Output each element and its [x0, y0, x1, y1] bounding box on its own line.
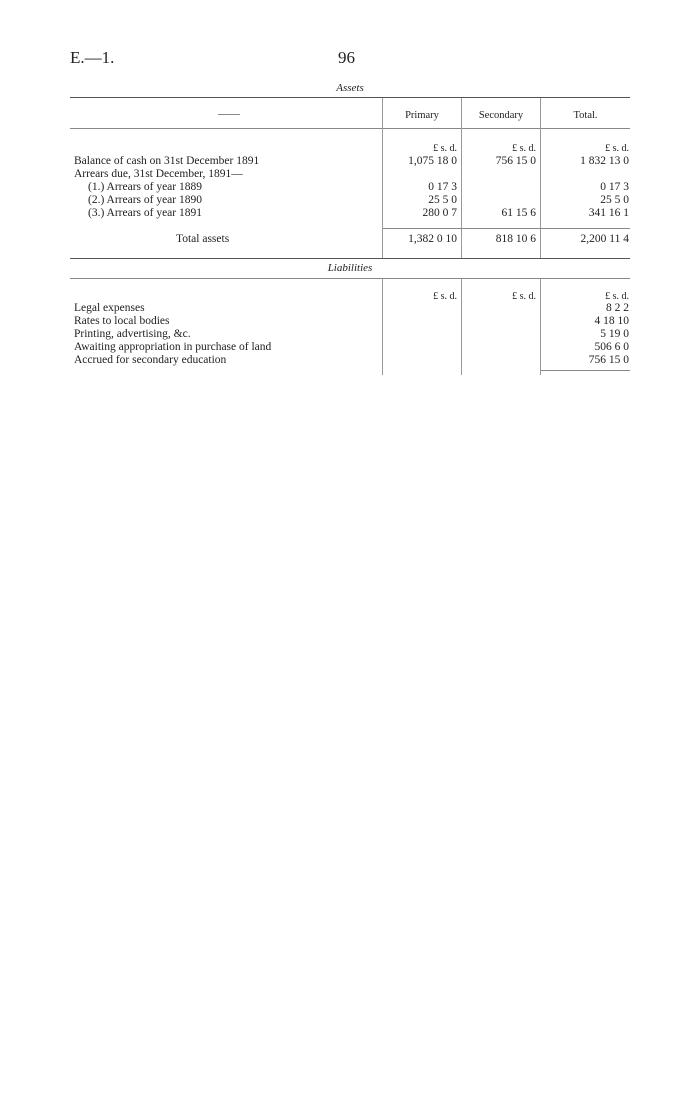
cell-total: 756 15 0: [588, 354, 629, 366]
assets-caption: Assets: [336, 82, 364, 94]
total-primary: 1,382 0 10: [408, 233, 457, 245]
unit-header: £ s. d.: [605, 291, 629, 302]
unit-header: £ s. d.: [512, 291, 536, 302]
column-rule: [461, 279, 462, 375]
cell-secondary: 61 15 6: [501, 207, 536, 219]
liabilities-caption: Liabilities: [327, 262, 373, 274]
total-label: Total assets: [176, 233, 230, 245]
unit-header: £ s. d.: [433, 143, 457, 154]
row-label: Accrued for secondary education: [74, 354, 227, 366]
total-rule: [383, 228, 630, 229]
total-total: 2,200 11 4: [580, 233, 629, 245]
row-label: Balance of cash on 31st December 1891: [74, 155, 260, 167]
rule: [70, 278, 630, 279]
cell-total: 4 18 10: [594, 315, 629, 327]
page-number: 96: [338, 48, 355, 67]
column-rule: [382, 98, 383, 258]
cell-total: 5 19 0: [600, 328, 629, 340]
cell-primary: 280 0 7: [422, 207, 457, 219]
col-header-secondary: Secondary: [478, 110, 524, 121]
cell-primary: 1,075 18 0: [408, 155, 457, 167]
cell-secondary: 756 15 0: [495, 155, 536, 167]
unit-header: £ s. d.: [433, 291, 457, 302]
row-label: Awaiting appropriation in purchase of land: [74, 341, 272, 353]
unit-header: £ s. d.: [512, 143, 536, 154]
col-header-primary: Primary: [405, 110, 439, 121]
column-rule: [540, 98, 541, 258]
rule: [70, 128, 630, 129]
row-label: Printing, advertising, &c.: [74, 328, 191, 340]
cell-total: 506 6 0: [594, 341, 629, 353]
cell-primary: 25 5 0: [428, 194, 457, 206]
cell-total: 1 832 13 0: [580, 155, 629, 167]
stub-dash: ——: [218, 108, 240, 120]
column-rule: [382, 279, 383, 375]
rule: [70, 258, 630, 259]
page-reference: E.—1.: [70, 48, 115, 67]
cell-total: 8 2 2: [606, 302, 629, 314]
row-label: Arrears due, 31st December, 1891—: [74, 168, 243, 180]
col-header-total: Total.: [573, 110, 598, 121]
total-secondary: 818 10 6: [495, 233, 536, 245]
row-label: Rates to local bodies: [74, 315, 170, 327]
column-rule: [540, 279, 541, 375]
unit-header: £ s. d.: [605, 143, 629, 154]
column-rule: [461, 98, 462, 258]
row-label: (1.) Arrears of year 1889: [88, 181, 202, 193]
cell-total: 0 17 3: [600, 181, 629, 193]
rule: [70, 97, 630, 98]
row-label: (3.) Arrears of year 1891: [88, 207, 202, 219]
cell-primary: 0 17 3: [428, 181, 457, 193]
total-rule: [541, 370, 630, 371]
cell-total: 25 5 0: [600, 194, 629, 206]
cell-total: 341 16 1: [588, 207, 629, 219]
row-label: (2.) Arrears of year 1890: [88, 194, 202, 206]
row-label: Legal expenses: [74, 302, 145, 314]
